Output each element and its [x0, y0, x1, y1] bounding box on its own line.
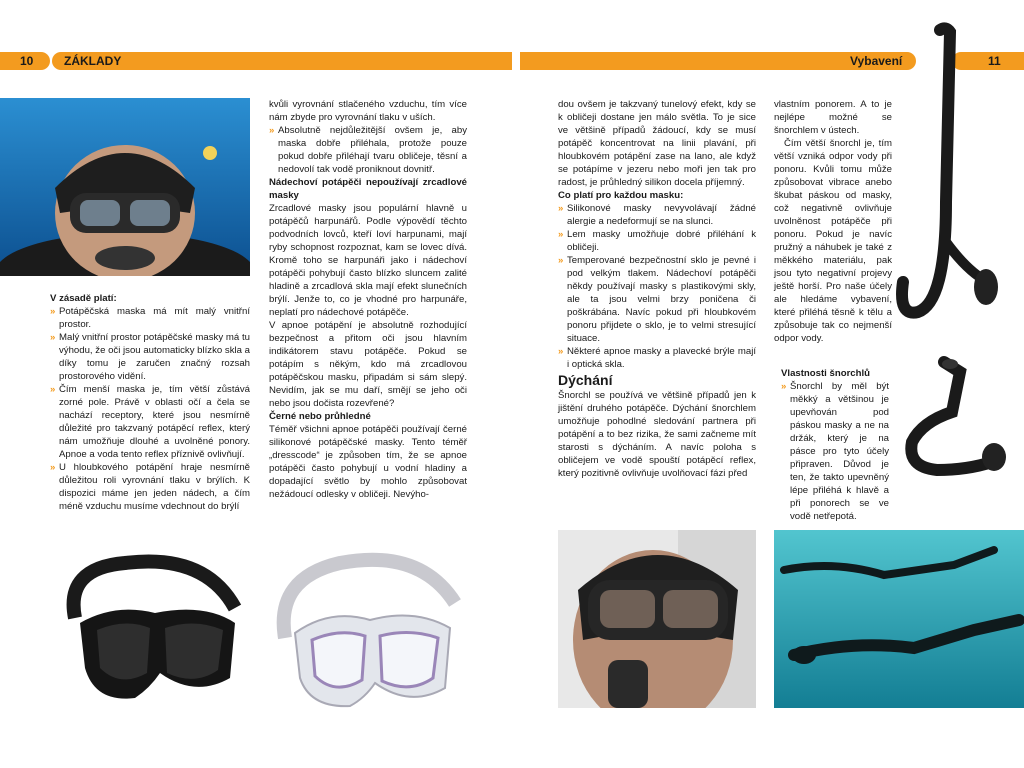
column-4-bottom — [781, 367, 889, 523]
col2-paragraph-1: Zrcadlové masky jsou populární hlavně u potápěčů harpunářů. Podle výpovědí těchto podvodních lovců, kteří loví harpunami, mají ryby schopnost rozpoznat, kam se lovec dívá. Kromě toho se harpunáři jako i nádechoví potápěči pohybují často blízko sluncem zalité hladině a zrcadlová skla mají efekt slunečních brýlí. Jenže to, co je vhodné pro harpunáře, neplatí pro nádechové potápěče. — [269, 203, 467, 318]
list-item: » Temperované bezpečnostní sklo je pevné i pod velkým tlakem. Nádechoví potápěči někdy používají masky s plastikovými skly, ale ta jsou velmi brzy poničena či poškrábána. Navíc pokud při hloubkovém ponoru přijdete o sklo, je to velmi stresující situace. — [558, 254, 756, 345]
col3-paragraph-1: dou ovšem je takzvaný tunelový efekt, kdy se k obličeji dostane jen málo světla. To je sice ve většině případů žádoucí, kdy se musí potápěč koncentrovat na linii plavání, při hloubkovém potápění zase na lano, ale když se potápíme v jezeru nebo moři jen tak pro radost, je průhledný silikon docela příjemný. — [558, 99, 756, 188]
list-item: » Silikonové masky nevyvolávají žádné alergie a nedeformují se na slunci. — [558, 202, 756, 228]
column-4-top — [774, 98, 892, 345]
right-page-number: 11 — [988, 54, 1001, 68]
left-section-title: ZÁKLADY — [64, 54, 122, 68]
col1-heading: V zásadě platí: — [50, 293, 117, 304]
col4-subhead: Vlastnosti šnorchlů — [781, 368, 871, 379]
col3-bullet-list — [558, 202, 756, 371]
section-title-dychani: Dýchání — [558, 372, 613, 388]
col4-paragraph-2: Čím větší šnorchl je, tím větší vzniká odpor vody při ponoru. Kvůli tomu může způsobovat vibrace anebo škubat páskou od masky, což negativně ovlivňuje uvolněnost potápěče při ponoru. Pokud je navíc pružný a náhubek je také z měkkého materiálu, pak jsou tyto negativní projevy ještě horší. Pro naše účely ale hledáme vybavení, které přiléhá těsně k tělu a způsobuje tak co nejmenší odpor vody. — [774, 138, 892, 344]
freedivers-underwater-photo — [774, 530, 1024, 708]
list-item: » Některé apnoe masky a plavecké brýle mají i optická skla. — [558, 345, 756, 371]
black-mask-photo — [55, 548, 250, 708]
diver-face-photo — [0, 98, 250, 276]
right-section-title: Vybavení — [850, 54, 903, 68]
list-item: » Potápěčská maska má mít malý vnitřní prostor. — [50, 305, 250, 331]
list-item: » Čím menší maska je, tím větší zůstává zorné pole. Právě v oblasti očí a čela se nachází receptory, které jsou nesmírně důležité pro takzvaný potápěcí reflex, který nám umožňuje dlouhé a uvolněné ponory. Apnoe a voda tento reflex příznivě ovlivňují. — [50, 383, 250, 461]
left-page-number: 10 — [20, 54, 34, 68]
column-2 — [269, 98, 467, 501]
snorkel-folded-photo — [882, 352, 1012, 490]
col2-subhead-2: Černé nebo průhledné — [269, 411, 371, 422]
col2-paragraph-3: Téměř všichni apnoe potápěči používají černé silikonové potápěčské masky. Tento téměř „dresscode“ je způsoben tím, že se apnoe potápěči často pohybují u vodní hladiny a dopadající světlo by mohlo způsobovat nežádoucí odlesky v obličeji. Nevýho- — [269, 424, 467, 500]
clear-mask-photo — [270, 548, 465, 713]
list-item: » Malý vnitřní prostor potápěčské masky má tu výhodu, že oči jsou automaticky blízko skla a díky tomu je zaručen značný rozsah prostorového vidění. — [50, 331, 250, 383]
diver-mask-photo — [558, 530, 756, 708]
col3-subhead: Co platí pro každou masku: — [558, 190, 684, 201]
snorkel-photo — [888, 22, 1000, 332]
col2-subhead-1: Nádechoví potápěči nepoužívají zrcadlové masky — [269, 177, 467, 201]
col4-paragraph-1: vlastním ponorem. A to je nejlépe možné se šnorchlem v ústech. — [774, 99, 892, 136]
list-item: » Lem masky umožňuje dobré přiléhání k obličeji. — [558, 228, 756, 254]
col3-paragraph-2: Šnorchl se používá ve většině případů jen k jištění druhého potápěče. Dýchání šnorchlem umožňuje pohodlné sledování partnera při potápění a to bez rizika, že sami začneme mít starosti s dýcháním. A navíc poloha s obličejem ve vodě spouští potápěcí reflex, který pozitivně ovlivňuje uvolňovací fázi před — [558, 390, 756, 479]
column-3 — [558, 98, 756, 480]
column-1 — [50, 292, 250, 513]
list-item: » Absolutně nejdůležitější ovšem je, aby maska dobře přiléhala, protože pouze pokud dobře přiléhají tvaru obličeje, těsní a nedovolí tak vodě proniknout dovnitř. — [269, 124, 467, 176]
col2-paragraph-2: V apnoe potápění je absolutně rozhodující bezpečnost a přitom oči jsou hlavním indikátorem stavu potápěče. Pokud se potápím s někým, kdo má zrcadlovou potápěčskou masku, připadám si sám slepý. Nevidím, jak se mu daří, smějí se jeho oči nebo jsou dočista rozevřené? — [269, 320, 467, 409]
col1-bullet-list — [50, 305, 250, 513]
list-item: » Šnorchl by měl být měkký a většinou je upevňován pod páskou masky a ne na držák, který je na pásce pro tyto účely připraven. Důvod je ten, že takto upevněný lépe přiléhá k hlavě a při ponorech se ve vodě netřepotá. — [781, 380, 889, 523]
col2-intro: kvůli vyrovnání stlačeného vzduchu, tím více nám zbyde pro vyrovnání tlaku v uších. — [269, 99, 467, 123]
list-item: » U hloubkového potápění hraje nesmírně důležitou roli vyrovnání tlaku v brýlích. K dispozici máme jen jeden nádech, a čím méně vzduchu musíme vdechnout do brýlí — [50, 461, 250, 513]
